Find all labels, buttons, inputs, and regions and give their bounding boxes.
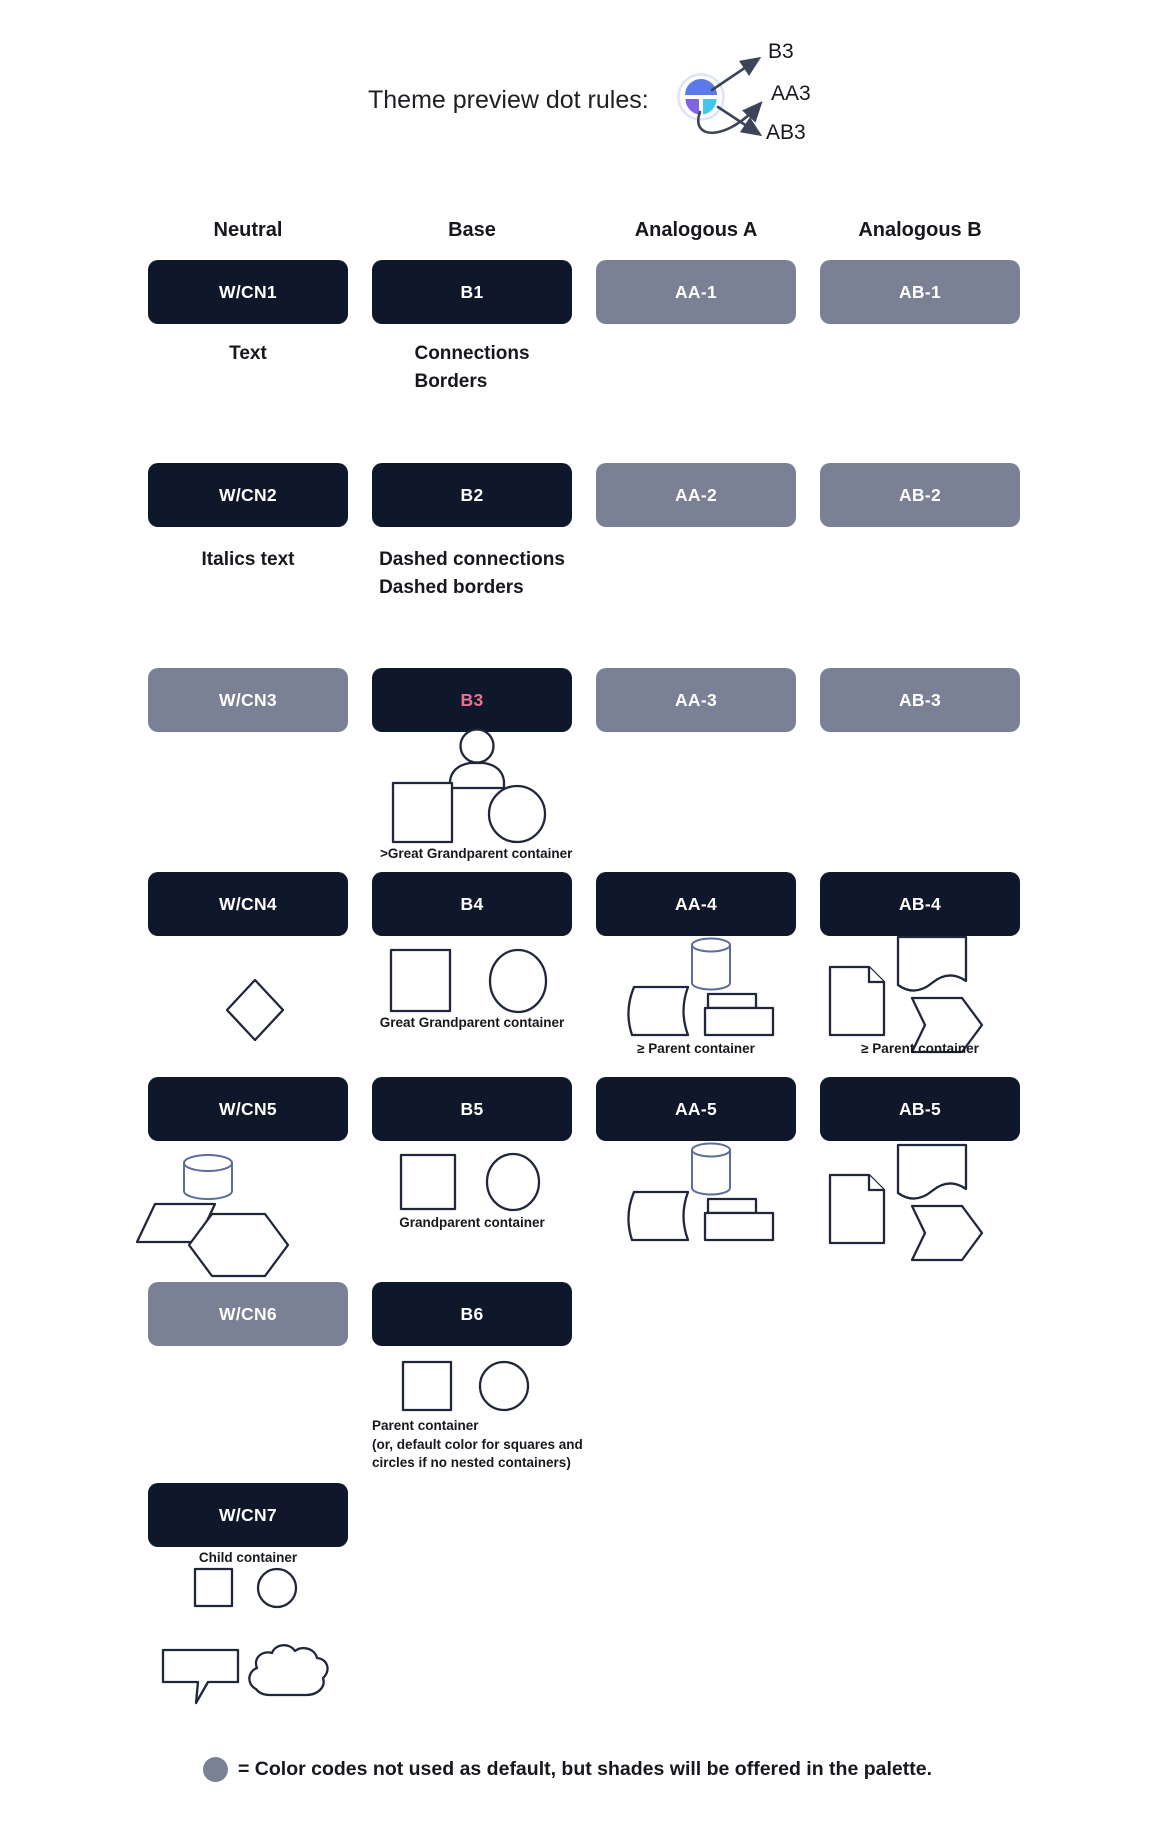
square-icon (391, 950, 450, 1011)
arrow-to-b3 (712, 59, 758, 90)
caption-b1-line2: Borders (414, 371, 488, 392)
wcn5-shape-cluster (130, 1146, 295, 1281)
cylinder-top-icon (692, 1144, 730, 1157)
hexagon-icon (189, 1214, 288, 1276)
tape-icon (628, 1192, 688, 1240)
square-icon (403, 1362, 451, 1410)
square-icon (401, 1155, 455, 1209)
swatch-aa4: AA-4 (596, 872, 796, 936)
square-icon (195, 1569, 232, 1606)
swatch-b5: B5 (372, 1077, 572, 1141)
card-icon (705, 1008, 773, 1035)
swatch-ab2: AB-2 (820, 463, 1020, 527)
ab5-shape-cluster (820, 1140, 990, 1262)
swatch-ab5: AB-5 (820, 1077, 1020, 1141)
caption-b6-line2: (or, default color for squares and (372, 1436, 583, 1452)
b6-shape-cluster (398, 1357, 538, 1413)
caption-wcn1: Text (229, 343, 267, 364)
caption-b5: Grandparent container (399, 1215, 545, 1230)
swatch-wcn6: W/CN6 (148, 1282, 348, 1346)
person-head-icon (461, 730, 494, 763)
circle-icon (490, 950, 546, 1012)
ab4-shape-cluster (820, 932, 990, 1054)
swatch-wcn2: W/CN2 (148, 463, 348, 527)
swatch-aa1: AA-1 (596, 260, 796, 324)
wcn7-shape-cluster-bottom (158, 1640, 338, 1708)
step-chevron-icon (912, 1206, 982, 1260)
gray-dot-icon (203, 1757, 228, 1782)
circle-icon (487, 1154, 539, 1210)
b5-shape-cluster (393, 1148, 553, 1212)
swatch-ab3: AB-3 (820, 668, 1020, 732)
caption-b3-shapes: >Great Grandparent container (380, 846, 573, 861)
b4-shape-cluster (389, 946, 551, 1016)
swatch-ab1: AB-1 (820, 260, 1020, 324)
callout-icon (163, 1650, 238, 1703)
cylinder-top-icon (692, 939, 730, 952)
cloud-icon (249, 1645, 327, 1695)
circle-icon (480, 1362, 528, 1410)
dot-label-aa3: AA3 (771, 82, 811, 105)
card-icon (705, 1213, 773, 1240)
document-icon (898, 937, 966, 991)
caption-b6-line1: Parent container (372, 1418, 479, 1433)
document-icon (898, 1145, 966, 1199)
person-icon (450, 763, 504, 788)
caption-ab4: ≥ Parent container (861, 1041, 979, 1056)
card-tab-icon (708, 994, 756, 1008)
swatch-b3: B3 (372, 668, 572, 732)
tape-icon (628, 987, 688, 1035)
note-fold-icon (869, 1175, 884, 1190)
column-header-neutral: Neutral (213, 219, 283, 241)
circle-icon (489, 786, 545, 842)
swatch-b1: B1 (372, 260, 572, 324)
caption-b1-line1: Connections (414, 343, 530, 364)
swatch-b2: B2 (372, 463, 572, 527)
square-icon (393, 783, 452, 842)
swatch-wcn1: W/CN1 (148, 260, 348, 324)
swatch-wcn4: W/CN4 (148, 872, 348, 936)
column-header-base: Base (448, 219, 496, 241)
caption-b6 (372, 1417, 583, 1473)
column-header-analogous-b: Analogous B (858, 219, 982, 241)
swatch-aa3: AA-3 (596, 668, 796, 732)
footer-legend: = Color codes not used as default, but shades will be offered in the palette. (238, 1758, 932, 1780)
swatch-ab4: AB-4 (820, 872, 1020, 936)
aa4-shape-cluster (618, 932, 783, 1044)
caption-b6-line3: circles if no nested containers) (372, 1455, 571, 1470)
caption-b4: Great Grandparent container (379, 1015, 565, 1030)
swatch-b6: B6 (372, 1282, 572, 1346)
dot-label-ab3: AB3 (766, 121, 806, 144)
swatch-aa2: AA-2 (596, 463, 796, 527)
swatch-b4: B4 (372, 872, 572, 936)
page-title: Theme preview dot rules: (368, 86, 649, 114)
wcn4-shape-cluster (224, 978, 286, 1042)
swatch-wcn5: W/CN5 (148, 1077, 348, 1141)
card-tab-icon (708, 1199, 756, 1213)
caption-b1 (372, 340, 572, 396)
b3-shape-cluster (385, 724, 555, 850)
caption-b2-line1: Dashed connections (379, 549, 565, 570)
column-header-analogous-a: Analogous A (634, 219, 758, 241)
wcn7-shape-cluster-top (190, 1564, 305, 1610)
circle-icon (258, 1569, 296, 1607)
caption-wcn7: Child container (198, 1550, 298, 1565)
caption-b2-line2: Dashed borders (379, 577, 524, 598)
aa5-shape-cluster (618, 1137, 783, 1249)
caption-wcn2: Italics text (201, 549, 295, 570)
diamond-icon (227, 980, 283, 1040)
cylinder-top-icon (184, 1155, 232, 1171)
swatch-wcn3: W/CN3 (148, 668, 348, 732)
caption-aa4: ≥ Parent container (637, 1041, 755, 1056)
swatch-wcn7: W/CN7 (148, 1483, 348, 1547)
dot-label-b3: B3 (768, 40, 794, 63)
note-fold-icon (869, 967, 884, 982)
caption-b2 (372, 546, 572, 602)
swatch-aa5: AA-5 (596, 1077, 796, 1141)
